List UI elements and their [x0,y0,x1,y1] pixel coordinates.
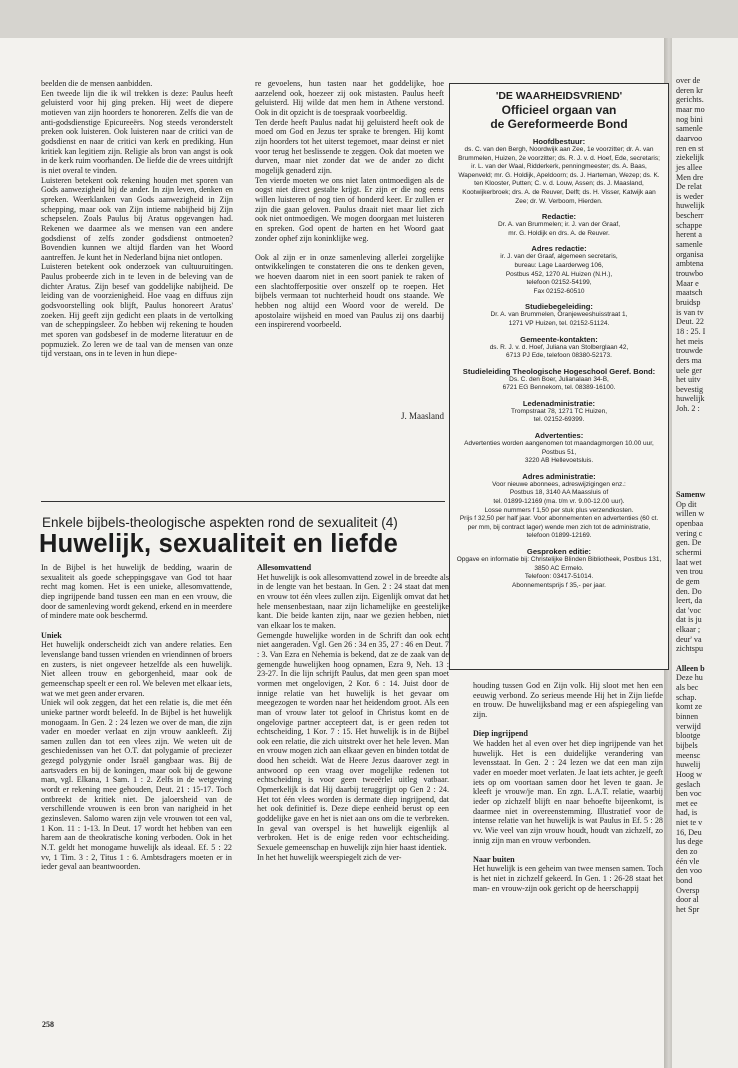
next-page-line: over de [676,76,701,85]
next-page-line: huwelijk [676,394,705,404]
next-page-line: dat is ju [676,615,702,625]
next-page-line: gerichts. [676,95,704,105]
masthead-subtitle-2: de Gereformeerde Bond [490,117,628,131]
masthead-section-heading: Gesproken editie: [526,547,592,556]
next-page-line: leert, da [676,596,703,606]
next-page-line: samenle [676,240,703,250]
masthead-section-heading: Redactie: [541,212,577,222]
masthead-section [450,212,668,238]
next-page-line: meensc [676,750,701,760]
next-page-line: Oversp [676,885,700,895]
masthead-section-body: Trompstraat 78, 1271 TC Huizen, tel. 02152-69399. [510,407,608,424]
next-page-line: herent a [676,230,702,240]
next-page-line: 18 : 25. I [676,326,706,336]
next-page-line: het meis [676,336,704,346]
next-page-line: schap. [676,692,697,702]
next-page-line: met ee [676,798,698,808]
next-page-line: nog bini [676,114,703,124]
masthead-section-body: ir. J. van der Graaf, algemeen secretaris, bureau: Lage Laarderweg 106, Postbus 452, 1270 AL Huizen (N.H.), telefoon 02152-54199, Fax 02152-60510 [500,253,618,295]
next-page-line: dat 'voc [676,605,702,615]
masthead-section-heading: Studieleiding Theologische Hogeschool Geref. Bond: [462,366,656,376]
article-subheading: Diep ingrijpend [473,729,528,739]
next-page-line: Deze hu [676,673,703,683]
next-page-line: samenle [676,124,703,134]
next-page-line: maar mo [676,104,705,114]
next-page-line: ren en st [676,143,704,153]
next-page-line: één vle [676,856,700,866]
next-page-line: deur' va [676,634,702,644]
next-page-line: bond [676,876,693,885]
masthead-section-body: Dr. A. van Brummelen, Oranjeweeshuisstraat 1, 1271 VP Huizen, tel. 02152-51124. [490,311,628,327]
article-subheading: Uniek [41,630,62,640]
next-page-line: is weder [676,191,704,201]
article-subheading: Naar buiten [473,854,515,864]
next-page-line: deren kr [676,85,703,95]
upper-article-column-2: re gevoelens, hun tasten naar het goddelijke, hoe aarzelend ook, hoezeer zij ook mistasten. Paulus heeft geluisterd. Hij wilde dat men hem in Athene verstond. Ook in dit opzicht is de toespraak voorbeeldig. Ten derde heeft Paulus nadat hij geluisterd heeft ook de moed om God en Jezus ter sprake te brengen. Hij komt zijn hoorders tot het uiterst tegemoet, maar deinst er niet voor terug het beslissende te zeggen. Ook dat moeten we durven, maar niet zonder dat we de ander zo dicht mogelijk genaderd zijn. Ten vierde moeten we ons niet laten ontmoedigen als de oogst niet direct gestalte krijgt. Er zijn er die nog eens willen luisteren of nog tien of honderd keer. Er zullen er zijn die gaan geloven. Paulus draait niet maar liet zich ook niet ontmoedigen. We mogen doorgaan met luisteren en spreken. God opent de harten en het Woord gaat zonder ophef zijn koninklijke weg. Ook al zijn er in onze samenleving allerlei zorgelijke ontwikkelingen te constateren die ons te denken geven, we hoeven daarom niet in een soort paniek te raken of een slachtofferpositie over onszelf op te roepen. Het bijbels vermaan tot nuchterheid houdt ons staande. We hebben nog altijd een Woord voor de wereld. De apostolaire wijsheid en moed van Paulus zij ons daarbij een inspirerend voorbeeld. [255,79,444,330]
masthead-section-body: Dr. A. van Brummelen; ir. J. van der Graaf, mr. G. Holdijk en drs. A. de Reuver. [497,221,621,237]
next-page-line: De relat [676,182,702,192]
next-page-line: lus dege [676,837,703,847]
upper-article-column-1: beelden die de mensen aanbidden. Een tweede lijn die ik wil trekken is deze: Paulus heeft geluisterd voor hij ging preken. Hij weet de diepere motieven van zijn hoorders te honoreren. Zelfs die van de anti-godsdienstige Epicureeërs. Nog steeds veronderstelt preken ook luisteren. Ook luisteren naar de critici van de godsdienst en naar de critici van kerk en prediking. Hun kritiek kan legitiem zijn. Religie als bron van angst is ook in de kerk ruim voorhanden. De liefde die de vrees uitdrijft is niet overal te vinden. Luisteren betekent ook rekening houden met sporen van Gods aanwezigheid bij de ander. In zijn leven, denken en spreken. Weerklanken van Gods aanwezigheid in Zijn schepping, maar ook van Zijn intieme nabijheid bij Zijn schepselen. Zoals Paulus bij Aratus opgevangen had. Rekenen we daarmee als we mensen van een andere godsdienst of zelfs zonder godsdienst ontmoeten? Bovendien kunnen we altijd flarden van het Woord aantreffen. Je kunt het in Nederland bijna niet ontlopen. Luisteren betekent ook onderzoek van cultuuruitingen. Paulus probeerde zich in te leven in de beleving van de dichter Aratus. Zijn besef van goddelijke nabijheid. De leiding van de voorzienigheid. Hoe vaag en diffuus zijn godsvoorstelling ook blijft, Paulus honoreert Aratus' zoeken. Hij geeft zijn gedicht een plaats in de vertolking van de scheppingsleer. Zo hebben wij rekening te houden met sporen van godsbesef in de moderne literatuur en de popmuziek. Zo leren we de taal van de mensen van onze tijd verstaan, ons in te leven in hun diepe- [41,79,233,359]
masthead-title: 'DE WAARHEIDSVRIEND' [495,90,623,102]
masthead-section-body: ds. C. van den Bergh, Noordwijk aan Zee, 1e voorzitter; dr. A. van Brummelen, Huizen, 2e voorzitter; ds. R. J. v. d. Hoef, Ede, secretaris; ir. L. van der Waal, Ridderkerk, penningmeester; ds. A. Baas, Wapenveld; mr. G. Holdijk, Apeldoorn; ds. J. Harteman, Wezep; ds. K. ten Klooster, Putten; C. v. d. Louw, Assen; ds. J. Maasland, Kootwijkerbroek; drs. A. de Reuver, Delft; ds. H. Visser, Katwijk aan Zee; dr. W. Verboom, Hierden. [458,146,660,205]
signature: J. Maasland [401,411,444,421]
next-page-line: schermi [676,547,702,557]
article-subheading: Allesomvattend [257,563,312,572]
next-page-line: gen. De [676,538,702,548]
next-page-line: door al [676,895,699,905]
next-page-line: organisa [676,249,704,259]
article-column-1: In de Bijbel is het huwelijk de bedding, waarin de sexualiteit als goede scheppingsgave van God tot haar recht mag komen. Het is een unieke, allesomvattende, diep ingrijpende band tussen een man en een vrouw, die door de samenleving wordt gekend, erkend en in meerdere of mindere mate ook beschermd. Uniek Het huwelijk onderscheidt zich van andere relaties. Een levenslange band tussen vrienden en vriendinnen of broers en zusters, is niet ongeveer hetzelfde als een huwelijk. Niet alleen trouw en geborgenheid, maar ook de gemeenschap speelt er een rol. We beleven met elkaar iets, wat we met geen ander ervaren. Uniek wil ook zeggen, dat het een relatie is, die met één unieke partner wordt beleefd. In de Bijbel is het huwelijk monogaam. In Gen. 2 : 24 lezen we over de man, die zijn vader en moeder verlaat en zijn vrouw aankleeft. Zij samen zullen dan tot een vlees zijn. We weten uit de geschiedenissen van het O.T. dat polygamie of preciezer gezegd polygynie onder Israël gangbaar was. Bij de aartsvaders en bij de koningen, maar ook bij de gewone man, vgl. Elkana, 1 Sam. 1 : 2. Zelfs in de wetgeving wordt er rekening mee gehouden, Deut. 21 : 15-17. Toch ontbreekt de kritiek niet. De jaloersheid van de verschillende vrouwen is een bron van narigheid in het gezinsleven. Salomo waren zijn vele vrouwen tot een val, 1 Kon. 11 : 1-13. In Deut. 17 wordt het hebben van een harem aan de theokratische koning verboden. Ook in het N.T. geldt het monogame huwelijk als ideaal. Ef. 5 : 22 vv, 1 Tim. 3 : 2, Titus 1 : 6. Ambtsdragers moeten er in ieder geval aan beantwoorden. [41,563,232,872]
page-number: 258 [42,1020,54,1029]
masthead-section-body: ds. R. J. v. d. Hoef, Juliana van Stolberglaan 42, 6713 PJ Ede, telefoon 08380-52173. [489,343,629,360]
article-kicker: Enkele bijbels-theologische aspekten rond de sexualiteit (4) [42,515,398,530]
masthead-section-heading: Adres redactie: [531,244,587,254]
next-page-line: het Spr [676,904,700,914]
next-page-line: ben voc [676,789,702,799]
next-page-line: maatsch [676,288,703,298]
next-page-line: Maar e [676,278,699,288]
masthead-section [450,431,668,466]
article-column-2: Allesomvattend Het huwelijk is ook allesomvattend zowel in de breedte als in de lengte van het bestaan. In Gen. 2 : 24 staat dat men en vrouw tot één vlees zullen zijn. Eigenlijk omvat dat het hele mensenbestaan, naar zijn lichamelijke en geestelijke kant. Die beide kanten zijn, naar we gezien hebben, niet van elkaar los te maken. Gemengde huwelijke worden in de Schrift dan ook echt niet aangeraden. Vgl. Gen 26 : 34 en 35, 27 : 46 en Deut. 7 : 3. Van Ezra en Nehemia is bekend, dat ze de zaak van de gemengde huwelijken hoog opnamen, Ezra 9, Neh. 13 : 23-27. In die lijn schrijft Paulus, dat men geen span moet vormen met ongelovigen, 2 Kor. 6 : 14. Juist door de innige relatie van het huwelijk is het gevaar om meegezogen te worden naar het heidendom groot. Als een man of vrouw later tot geloof in Christus komt en de ongelovige partner accepteert dat, is er geen reden tot echtscheiding, 1 Kor. 7 : 15. Het huwelijk is in de Bijbel ook een relatie, die zich uitstrekt over het hele leven. Man en vrouw mogen zich aan elkaar geven en binden totdat de dood hen scheidt. Wat de Heere Jezus daarover zegt in antwoord op een vraag over mogelijke redenen tot echtscheiding is voor geen tweeërlei uitleg vatbaar. Opmerkelijk is dat Hij daarbij teruggrijpt op Gen 2 : 24. Het tot één vlees worden is dermate diep ingrijpend, dat het ook definitief is. Deze diepe eenheid berust op een goddelijke gave en het is niet aan ons om die te verbreken. In geval van overspel is het huwelijk eigenlijk al verbroken. Het is de enige reden voor echtscheiding. Sexuele gemeenschap en huwelijk zijn hier haast identiek. In het het huwelijk weerspiegelt zich de ver- [257,563,449,862]
next-page-line: trouwde [676,346,703,356]
next-page-line: bijbels [676,740,698,750]
next-page-line: daarvoo [676,133,703,143]
next-page-line: jes allee [676,162,703,172]
next-page-line: ven trou [676,567,703,577]
article-column-3: houding tussen God en Zijn volk. Hij sloot met hen een eeuwig verbond. Zo serieus meende Hij het in Zijn liefde en trouw. De huwelijksband mag er een afspiegeling van zijn. Diep ingrijpend We hadden het al even over het diep ingrijpende van het huwelijk. Het is een duidelijke verandering van levensstaat. In Gen. 2 : 24 lezen we dat een man zijn vader en moeder moet verlaten. Je laat iets achter, je geeft iets op om voortaan samen door het leven te gaan. Je kleeft je vrouw/je man. En zgn. L.A.T. relatie, waarbij ieder op zichzelf blijft en naar behoefte bijeenkomt, is daarmee niet in overeenstemming. Illustratief voor de intense relatie van het huwelijk is wat Paulus in Ef. 5 : 28 vv. Wie veel van zijn vrouw houdt, houdt van zichzelf, zo innig zijn man en vrouw verbonden. Naar buiten Het huwelijk is een geheim van twee mensen samen. Toch is het niet in zichzelf gekeerd. In Gen. 1 : 26-28 staat het man- en vrouw-zijn ook gericht op de heerschappij [473,681,663,893]
masthead-section-body: Opgave en informatie bij: Christelijke Blinden Bibliotheek, Postbus 131, 3850 AC Ermelo. Telefoon: 03417-51014. Abonnementsprijs f 35,- per jaar. [456,556,662,589]
masthead-subtitle-1: Officieel orgaan van [501,103,617,117]
masthead-section-body: Voor nieuwe abonnees, adreswijzigingen enz.: Postbus 18, 3140 AA Maassluis of tel. 01899-12169 (ma. t/m vr. 9.00-12.00 uur). Losse nummers f 1,50 per stuk plus verzendkosten. Prijs f 32,50 per half jaar. Voor abonnementen en advertenties (60 ct. per mm, bij contract lager) wende men zich tot de administratie, telefoon 01899-12169. [459,480,659,540]
next-page-line: de gem [676,576,700,586]
next-page-line: openbaa [676,518,704,528]
next-page-line: had, is [676,808,698,818]
next-page-line: bescherr [676,211,704,221]
masthead-section [450,137,668,206]
divider-rule [41,501,445,502]
next-page-line: laat wet [676,557,702,567]
next-page-line: ders ma [676,355,702,365]
next-page-line: huwelijk [676,201,705,211]
masthead-sections [450,137,668,590]
next-page-line: den zo [676,847,698,857]
next-page-line: bruidsp [676,297,701,307]
masthead-section [450,335,668,361]
next-page-line: geslach [676,779,701,789]
masthead-section [450,302,668,328]
next-page-line: binnen [676,711,699,721]
next-page-line: Samenw [676,490,706,499]
next-page-line: uele ger [676,365,702,375]
next-page-line: Op dit [676,499,697,509]
masthead-section [450,472,668,541]
next-page-line: schappe [676,220,703,230]
masthead-section [450,367,668,393]
masthead-section-heading: Hoofdbestuur: [532,137,586,146]
next-page-line: trouwbo [676,269,704,278]
next-page-line: verwijd [676,721,701,731]
next-page-line: 16, Deu [676,827,702,837]
next-page-line: den. Do [676,586,702,596]
masthead-section [450,399,668,425]
masthead-section-heading: Gemeente-kontakten: [520,334,598,344]
next-page-line: Hoog w [676,769,702,779]
article-title: Huwelijk, sexualiteit en liefde [39,530,399,558]
masthead-section-heading: Ledenadministratie: [522,398,596,408]
masthead-section-heading: Studiebegeleiding: [525,302,593,312]
masthead-section-heading: Adres administratie: [522,471,596,481]
next-page-line: willen w [676,509,705,519]
next-page-edge [672,38,738,1068]
masthead-section [450,547,668,590]
next-page-line: als bec [676,683,699,692]
next-page-line: komt ze [676,702,702,712]
next-page-line: bevestig [676,384,704,394]
next-page-line: niet te v [676,818,703,828]
next-page-line: is van tv [676,307,704,317]
next-page-line: het uitv [676,375,701,385]
next-page-line: elkaar ; [676,625,701,635]
next-page-line: zichtspu [676,644,704,654]
next-page-line: blootge [676,731,701,741]
next-page-line: Men dre [676,172,704,182]
next-page-line: ziekelijk [676,153,704,163]
next-page-line: den voo [676,866,702,876]
next-page-line: Joh. 2 : [676,404,700,414]
next-page-line: huwelij [676,760,701,770]
next-page-line: ambtena [676,259,704,269]
next-page-line: Alleen b [676,663,705,673]
masthead-section-heading: Advertenties: [534,431,584,441]
masthead-section-body: Ds. C. den Boer, Julianalaan 34-B, 6721 EG Bennekom, tel. 08389-16100. [502,375,616,392]
next-page-line: vering c [676,528,703,538]
next-page-line: Deut. 22 [676,317,704,327]
masthead-section-body: Advertenties worden aangenomen tot maandagmorgen 10.00 uur, Postbus 51, 3220 AB Hellevoetsluis. [464,440,654,465]
masthead-section [450,244,668,296]
masthead-box [449,83,669,670]
